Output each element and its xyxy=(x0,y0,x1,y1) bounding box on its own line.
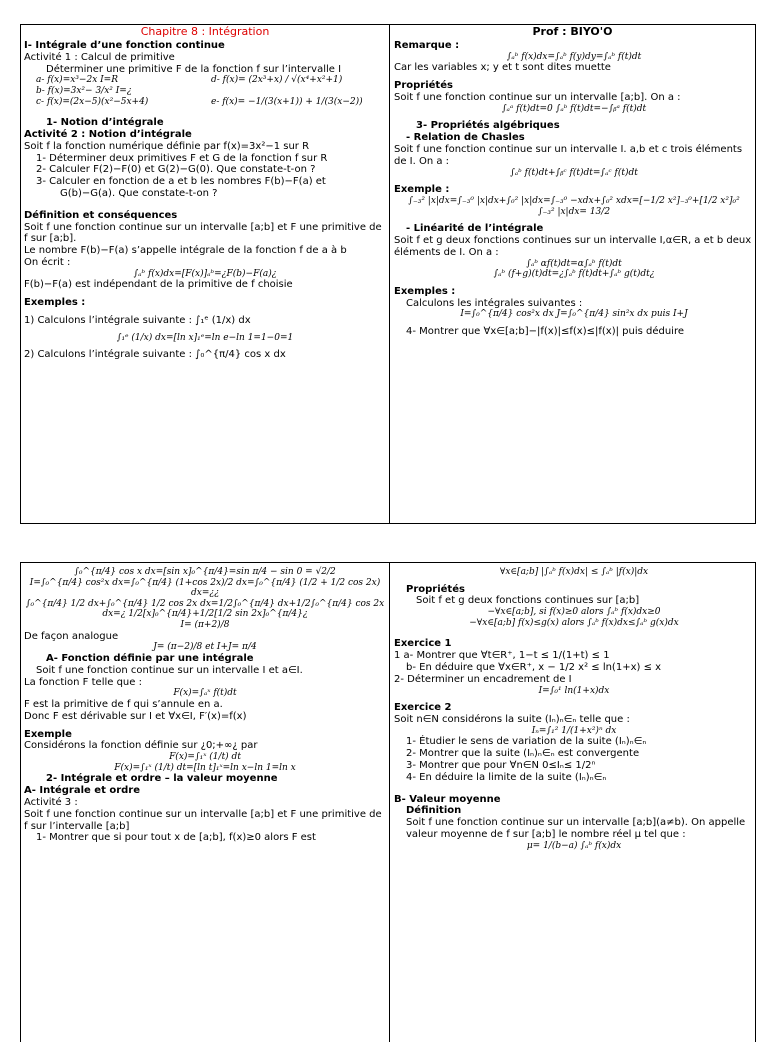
text-line: I= (π+2)/8 xyxy=(180,620,230,631)
teacher-name: Prof : BIYO'O xyxy=(532,25,613,38)
text-line: Exercice 2 xyxy=(394,702,452,714)
text-line: Calculons les intégrales suivantes : xyxy=(406,297,583,309)
text-line: Propriétés xyxy=(394,80,453,92)
text-line: - Relation de Chasles xyxy=(406,132,525,144)
text-line: b- f(x)=3x²− 3/x² I=¿ xyxy=(36,86,132,96)
text-line: 1) Calculons l’intégrale suivante : ∫₁ᵉ (1/x) dx xyxy=(24,314,251,326)
page-2-left-column xyxy=(24,567,386,844)
text-line: F est la primitive de f qui s’annule en a. xyxy=(24,699,223,711)
text-line: Soit f et g deux fonctions continues sur [a;b] xyxy=(416,595,640,607)
text-line: Activité 2 : Notion d’intégrale xyxy=(24,129,192,141)
text-line: - Linéarité de l’intégrale xyxy=(406,223,544,235)
text-line: Car les variables x; y et t sont dites muette xyxy=(394,62,611,74)
text-line: I=∫₀¹ ln(1+x)dx xyxy=(538,685,610,696)
spacer xyxy=(394,784,754,794)
text-line: b- En déduire que ∀x∈R⁺, x − 1/2 x² ≤ ln(1+x) ≤ x xyxy=(406,662,662,674)
text-line: 1- Montrer que si pour tout x de [a;b], f(x)≥0 alors F est xyxy=(36,832,316,844)
text-line: Définition xyxy=(406,805,462,817)
text-line: 1 a- Montrer que ∀t∈R⁺, 1−t ≤ 1/(1+t) ≤ 1 xyxy=(394,650,610,662)
text-line: Remarque : xyxy=(394,40,460,51)
text-line: Exemples : xyxy=(24,297,86,309)
text-line: ∫₀^{π/4} cos x dx=[sin x]₀^{π/4}=sin π/4 − sin 0 = √2/2 xyxy=(74,567,336,577)
text-line: Considérons la fonction définie sur ¿0;+∞¿ par xyxy=(24,740,258,752)
text-line: F(x)=∫₁ˣ (1/t) dt xyxy=(169,752,241,763)
text-line: Donc F est dérivable sur I et ∀x∈I, F′(x)=f(x) xyxy=(24,710,247,722)
text-line: ∫ₐᵇ f(x)dx=[F(x)]ₐᵇ=¿F(b)−F(a)¿ xyxy=(133,268,277,279)
page-1-left-column xyxy=(24,40,386,361)
text-line: 1- Déterminer deux primitives F et G de la fonction f sur R xyxy=(36,152,328,164)
text-line: On écrit : xyxy=(24,256,71,268)
text-line: ∫₋₃² |x|dx= 13/2 xyxy=(537,206,611,217)
text-line: Soit n∈N considérons la suite (Iₙ)ₙ∈ₙ telle que : xyxy=(394,714,630,726)
text-line: 2- Déterminer un encadrement de I xyxy=(394,673,572,685)
spacer xyxy=(24,200,386,210)
text-line: I- Intégrale d’une fonction continue xyxy=(24,40,225,51)
text-line: e- f(x)= −1/(3(x+1)) + 1/(3(x−2)) xyxy=(211,96,363,107)
text-line xyxy=(211,86,386,97)
text-line: Exemples : xyxy=(394,285,456,297)
text-line: Soit f une fonction continue sur un intervalle [a;b] et F une primitive de f sur [a;b]. xyxy=(24,221,382,245)
text-line: ∫₀^{π/4} 1/2 dx+∫₀^{π/4} 1/2 cos 2x dx=1/2∫₀^{π/4} dx+1/2∫₀^{π/4} cos 2x dx=¿ 1/2[x]₀^{π/4}+1/2[1/2 sin 2x]₀^{π/4}¿ xyxy=(25,598,385,620)
text-line: Exemple xyxy=(24,728,72,740)
text-line: Soit f et g deux fonctions continues sur un intervalle I,α∈R, a et b deux éléments de I. On a : xyxy=(394,235,752,258)
column-divider xyxy=(389,563,390,1042)
text-line: 3- Propriétés algébriques xyxy=(416,120,560,132)
text-line: 3- Montrer que pour ∀n∈N 0≤Iₙ≤ 1/2ⁿ xyxy=(406,760,596,772)
text-line: 1- Étudier le sens de variation de la suite (Iₙ)ₙ∈ₙ xyxy=(406,736,647,748)
formula-row xyxy=(24,75,386,86)
text-line: F(b)−F(a) est indépendant de la primitive de f choisie xyxy=(24,279,293,291)
text-line: A- Intégrale et ordre xyxy=(24,785,141,797)
text-line: Propriétés xyxy=(406,583,465,595)
text-line: c- f(x)=(2x−5)(x²−5x+4) xyxy=(36,96,149,107)
text-line: De façon analogue xyxy=(24,630,119,642)
text-line: Le nombre F(b)−F(a) s’appelle intégrale de la fonction f de a à b xyxy=(24,245,347,257)
text-line: Iₙ=∫₁² 1/(1+x²)ⁿ dx xyxy=(531,725,617,736)
text-line: ∀x∈[a;b] |∫ₐᵇ f(x)dx| ≤ ∫ₐᵇ |f(x)|dx xyxy=(499,567,649,577)
text-line: Définition et conséquences xyxy=(24,209,178,221)
text-line: 2) Calculons l’intégrale suivante : ∫₀^{π/4} cos x dx xyxy=(24,349,286,361)
text-line: Déterminer une primitive F de la fonction f sur l’intervalle I xyxy=(46,63,342,75)
text-line: I=∫₀^{π/4} cos²x dx=∫₀^{π/4} (1+cos 2x)/2 dx=∫₀^{π/4} (1/2 + 1/2 cos 2x) dx=¿¿ xyxy=(29,577,381,599)
spacer xyxy=(394,628,754,638)
page-2 xyxy=(20,562,756,1042)
text-line: B- Valeur moyenne xyxy=(394,793,501,805)
formula-row xyxy=(24,86,386,97)
text-line: Soit f la fonction numérique définie par f(x)=3x²−1 sur R xyxy=(24,140,310,152)
text-line: Soit f une fonction continue sur un intervalle [a;b]. On a : xyxy=(394,92,681,103)
text-line: d- f(x)= (2x³+x) / √(x⁴+x²+1) xyxy=(211,75,343,86)
text-line: ∫ₐᵃ f(t)dt=0 ∫ₐᵇ f(t)dt=−∫ᵦᵃ f(t)dt xyxy=(501,103,647,114)
page-2-right-column xyxy=(394,567,754,851)
chapter-title: Chapitre 8 : Intégration xyxy=(21,25,390,39)
text-line: A- Fonction définie par une intégrale xyxy=(46,653,254,665)
text-line: Activité 1 : Calcul de primitive xyxy=(24,51,175,63)
text-line: 2- Calculer F(2)−F(0) et G(2)−G(0). Que constate-t-on ? xyxy=(36,164,316,176)
text-line: −∀x∈[a;b] f(x)≤g(x) alors ∫ₐᵇ f(x)dx≤∫ₐᵇ g(x)dx xyxy=(469,617,679,628)
text-line: F(x)=∫₁ˣ (1/t) dt=[ln t]₁ˣ=ln x−ln 1=ln x xyxy=(114,762,296,773)
text-line: ∫ₐᵇ (f+g)(t)dt=¿∫ₐᵇ f(t)dt+∫ₐᵇ g(t)dt¿ xyxy=(493,269,655,280)
text-line: ∫ₐᵇ αf(t)dt=α∫ₐᵇ f(t)dt xyxy=(526,258,622,269)
text-line: Activité 3 : xyxy=(24,797,78,809)
text-line: Soit f une fonction continue sur un intervalle [a;b](a≠b). On appelle valeur moyenne de f sur [a;b] le nombre réel μ tel que : xyxy=(406,817,746,840)
text-line: 4- En déduire la limite de la suite (Iₙ)ₙ∈ₙ xyxy=(406,771,607,783)
page-1 xyxy=(20,24,756,524)
text-line: Soit f une fonction continue sur un intervalle I. a,b et c trois éléments de I. On a : xyxy=(394,144,743,167)
text-line: F(x)=∫ₐˣ f(t)dt xyxy=(173,688,237,699)
text-line: G(b)−G(a). Que constate-t-on ? xyxy=(60,188,218,199)
text-line: Exercice 1 xyxy=(394,638,452,650)
text-line: Soit f une fonction continue sur un intervalle [a;b] et F une primitive de f sur l’intervalle [a;b] xyxy=(24,808,382,832)
spacer xyxy=(24,107,386,117)
text-line: Soit f une fonction continue sur un intervalle I et a∈I. xyxy=(36,664,303,676)
text-line: J= (π−2)/8 et I+J= π/4 xyxy=(153,642,257,653)
text-line: 1- Notion d’intégrale xyxy=(46,117,164,129)
text-line: La fonction F telle que : xyxy=(24,676,142,688)
column-divider xyxy=(389,25,390,523)
text-line: I=∫₀^{π/4} cos²x dx J=∫₀^{π/4} sin²x dx puis I+J xyxy=(460,309,688,320)
text-line: 2- Montrer que la suite (Iₙ)ₙ∈ₙ est convergente xyxy=(406,748,640,760)
formula-row xyxy=(24,97,386,108)
text-line: 2- Intégrale et ordre – la valeur moyenne xyxy=(46,773,278,785)
text-line: μ= 1/(b−a) ∫ₐᵇ f(x)dx xyxy=(526,840,622,851)
text-line: Exemple : xyxy=(394,184,450,196)
text-line: ∫₁ᵉ (1/x) dx=[ln x]₁ᵉ=ln e−ln 1=1−0=1 xyxy=(116,332,294,343)
text-line: ∫ₐᵇ f(t)dt+∫ᵦᶜ f(t)dt=∫ₐᶜ f(t)dt xyxy=(510,167,638,178)
page-1-right-column xyxy=(394,40,754,338)
text-line: 4- Montrer que ∀x∈[a;b]−|f(x)|≤f(x)≤|f(x)| puis déduire xyxy=(406,326,684,338)
text-line: ∫₋₃² |x|dx=∫₋₃⁰ |x|dx+∫₀² |x|dx=∫₋₃⁰ −xdx+∫₀² xdx=[−1/2 x²]₋₃⁰+[1/2 x²]₀² xyxy=(408,196,740,206)
text-line: a- f(x)=x³−2x I=R xyxy=(36,75,118,86)
text-line: 3- Calculer en fonction de a et b les nombres F(b)−F(a) et xyxy=(36,176,326,188)
text-line: ∫ₐᵇ f(x)dx=∫ₐᵇ f(y)dy=∫ₐᵇ f(t)dt xyxy=(506,51,642,62)
text-line: −∀x∈[a;b], si f(x)≥0 alors ∫ₐᵇ f(x)dx≥0 xyxy=(487,607,661,618)
